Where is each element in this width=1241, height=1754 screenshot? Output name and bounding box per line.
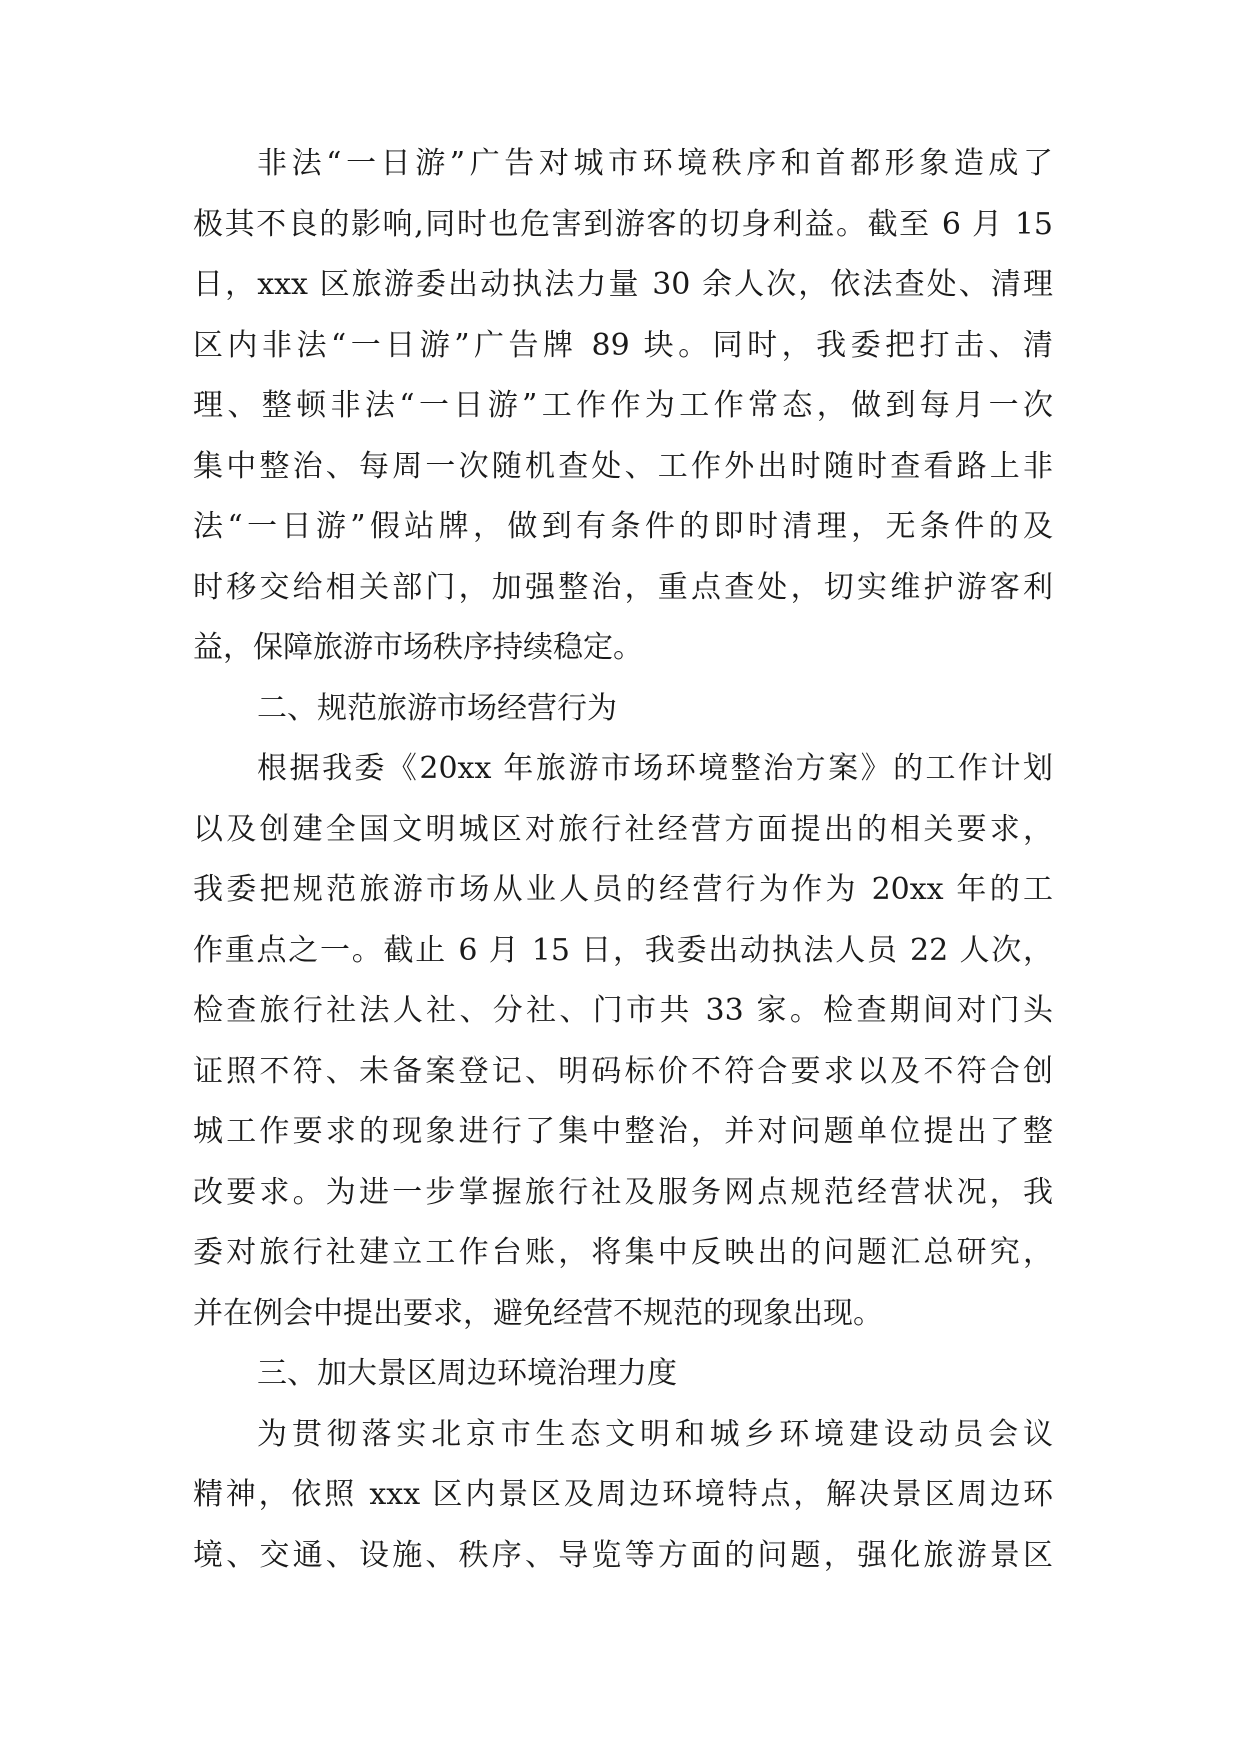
paragraph-2-line-9: 委对旅行社建立工作台账，将集中反映出的问题汇总研究， [193,1235,1053,1270]
paragraph-1-line-4: 区内非法“一日游”广告牌 89 块。同时，我委把打击、清 [193,327,1053,363]
paragraph-1-line-9: 益，保障旅游市场秩序持续稳定。 [193,630,643,665]
paragraph-1-line-3: 日，xxx 区旅游委出动执法力量 30 余人次，依法查处、清理 [193,267,1053,302]
paragraph-1-line-6: 集中整治、每周一次随机查处、工作外出时随时查看路上非 [193,448,1053,484]
paragraph-1-line-1: 非法“一日游”广告对城市环境秩序和首都形象造成了 [257,146,1053,181]
paragraph-2-line-4: 作重点之一。截止 6 月 15 日，我委出动执法人员 22 人次， [193,932,1053,968]
paragraph-2-line-2: 以及创建全国文明城区对旅行社经营方面提出的相关要求， [193,811,1053,847]
paragraph-2-line-7: 城工作要求的现象进行了集中整治，并对问题单位提出了整 [193,1114,1053,1149]
paragraph-1-line-5: 理、整顿非法“一日游”工作作为工作常态，做到每月一次 [193,388,1053,423]
section-heading-2: 二、规范旅游市场经营行为 [257,690,617,726]
paragraph-1-line-8: 时移交给相关部门，加强整治，重点查处，切实维护游客利 [193,569,1053,605]
paragraph-2-line-5: 检查旅行社法人社、分社、门市共 33 家。检查期间对门头 [193,993,1053,1028]
document-body [193,134,1053,1586]
paragraph-1-line-2: 极其不良的影响,同时也危害到游客的切身利益。截至 6 月 15 [193,206,1053,242]
paragraph-2-line-8: 改要求。为进一步掌握旅行社及服务网点规范经营状况，我 [193,1174,1053,1210]
paragraph-2-line-1: 根据我委《20xx 年旅游市场环境整治方案》的工作计划 [257,751,1053,786]
paragraph-2-line-3: 我委把规范旅游市场从业人员的经营行为作为 20xx 年的工 [193,872,1053,907]
paragraph-1-line-7: 法“一日游”假站牌，做到有条件的即时清理，无条件的及 [193,509,1053,544]
paragraph-2-line-10: 并在例会中提出要求，避免经营不规范的现象出现。 [193,1295,883,1331]
paragraph-3-line-1: 为贯彻落实北京市生态文明和城乡环境建设动员会议 [257,1416,1053,1452]
paragraph-3-line-2: 精神，依照 xxx 区内景区及周边环境特点，解决景区周边环 [193,1477,1053,1512]
paragraph-2-line-6: 证照不符、未备案登记、明码标价不符合要求以及不符合创 [193,1053,1053,1089]
section-heading-3: 三、加大景区周边环境治理力度 [257,1356,677,1391]
paragraph-3-line-3: 境、交通、设施、秩序、导览等方面的问题，强化旅游景区 [193,1537,1053,1573]
